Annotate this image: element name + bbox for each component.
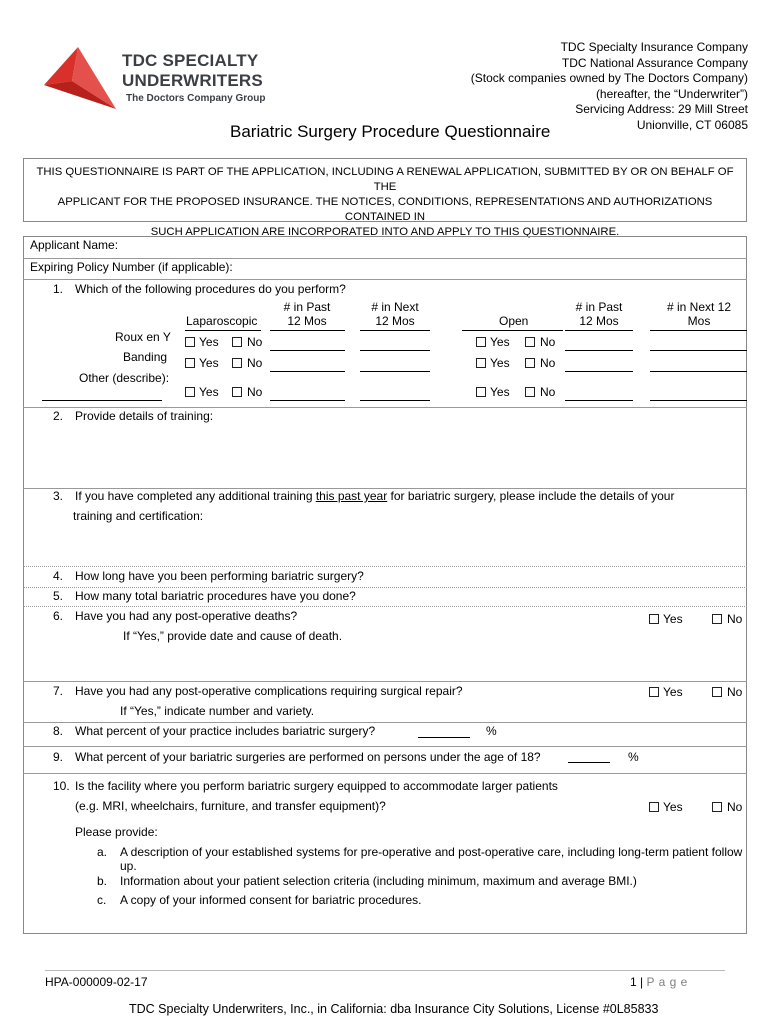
banding-lap-past-field[interactable]	[270, 371, 345, 372]
q1-number: 1.	[53, 282, 64, 296]
yes-label: Yes	[490, 385, 510, 399]
item-b-text: Information about your patient selection criteria (including minimum, maximum and average BMI.)	[120, 874, 637, 888]
no-label: No	[540, 335, 556, 349]
footer-divider	[45, 970, 725, 971]
no-label: No	[727, 800, 743, 814]
footer-license-text: TDC Specialty Underwriters, Inc., in California: dba Insurance City Solutions, License #0L85833	[129, 1002, 659, 1016]
company-line: (hereafter, the “Underwriter”)	[595, 86, 748, 101]
no-label: No	[727, 612, 743, 626]
q9-text: What percent of your bariatric surgeries are performed on persons under the age of 18?	[75, 750, 541, 764]
open-header-underline	[650, 330, 747, 331]
q7-no-checkbox[interactable]	[712, 687, 722, 697]
company-line: TDC Specialty Insurance Company	[560, 40, 748, 54]
notice-line: SUCH APPLICATION ARE INCORPORATED INTO AND APPLY TO THIS QUESTIONNAIRE.	[150, 226, 620, 238]
q5-number: 5.	[53, 589, 64, 603]
row-divider	[23, 587, 747, 588]
banding-lap-yes-checkbox[interactable]	[185, 358, 195, 368]
q2-number: 2.	[53, 409, 64, 423]
q5-text: How many total bariatric procedures have you done?	[75, 589, 356, 603]
lap-next-header-1: # in Next	[371, 300, 419, 314]
q6-text: Have you had any post-operative deaths?	[75, 609, 298, 623]
q3-text: If you have completed any additional training this past year for bariatric surgery, please include the details of your	[75, 489, 675, 503]
row-divider	[23, 722, 747, 723]
banding-open-yes-checkbox[interactable]	[476, 358, 486, 368]
other-open-yes-checkbox[interactable]	[476, 387, 486, 397]
q6-yes-checkbox[interactable]	[649, 614, 659, 624]
banding-open-no-checkbox[interactable]	[525, 358, 535, 368]
other-open-next-field[interactable]	[650, 400, 747, 401]
roux-open-past-field[interactable]	[565, 350, 633, 351]
roux-lap-no-checkbox[interactable]	[232, 337, 242, 347]
company-line: Servicing Address: 29 Mill Street	[575, 102, 748, 116]
q6-subtext: If “Yes,” provide date and cause of death.	[123, 629, 343, 643]
lap-header-underline	[270, 330, 345, 331]
no-label: No	[247, 356, 263, 370]
q8-percent-sign: %	[486, 724, 497, 738]
no-label: No	[540, 385, 556, 399]
roux-lap-past-field[interactable]	[270, 350, 345, 351]
no-label: No	[540, 356, 556, 370]
q10-text: Is the facility where you perform bariatric surgery equipped to accommodate larger patients	[75, 779, 558, 793]
q4-number: 4.	[53, 569, 64, 583]
open-next-header-2: Mos	[687, 314, 711, 328]
q4-text: How long have you been performing bariatric surgery?	[75, 569, 364, 583]
no-label: No	[247, 385, 263, 399]
open-past-header-2: 12 Mos	[579, 314, 619, 328]
q6-number: 6.	[53, 609, 64, 623]
other-open-no-checkbox[interactable]	[525, 387, 535, 397]
notice-box	[23, 158, 747, 238]
roux-open-yes-checkbox[interactable]	[476, 337, 486, 347]
yes-label: Yes	[490, 335, 510, 349]
logo-mark-icon	[44, 45, 120, 113]
other-describe-label: Other (describe):	[79, 371, 170, 385]
logo-tagline: The Doctors Company Group	[126, 93, 266, 104]
q7-number: 7.	[53, 684, 64, 698]
yes-label: Yes	[199, 335, 219, 349]
company-line: (Stock companies owned by The Doctors Company)	[470, 71, 748, 85]
item-letter: c.	[97, 893, 107, 907]
roux-lap-next-field[interactable]	[360, 350, 430, 351]
q2-text: Provide details of training:	[75, 409, 214, 423]
q1-text: Which of the following procedures do you perform?	[75, 282, 346, 296]
no-label: No	[727, 685, 743, 699]
item-a-text: A description of your established systems for pre-operative and post-operative care, including long-term patient follow	[120, 845, 743, 859]
item-a-text-line2: up.	[120, 859, 137, 873]
form-code: HPA-000009-02-17	[45, 975, 148, 989]
q3-number: 3.	[53, 489, 64, 503]
applicant-name-label: Applicant Name:	[30, 238, 119, 252]
q7-yes-checkbox[interactable]	[649, 687, 659, 697]
open-header-underline	[462, 330, 563, 331]
other-open-past-field[interactable]	[565, 400, 633, 401]
q10-text-line2: (e.g. MRI, wheelchairs, furniture, and transfer equipment)?	[75, 799, 386, 813]
roux-en-y-label: Roux en Y	[115, 330, 171, 344]
company-line: Unionville, CT 06085	[636, 117, 748, 132]
q8-number: 8.	[53, 724, 64, 738]
yes-label: Yes	[199, 356, 219, 370]
row-divider	[23, 773, 747, 774]
item-letter: a.	[97, 845, 108, 859]
q8-text: What percent of your practice includes bariatric surgery?	[75, 724, 376, 738]
row-divider	[23, 258, 747, 259]
company-address-block	[471, 40, 748, 133]
page-indicator: 1 | P a g e	[630, 975, 688, 989]
row-divider	[23, 279, 747, 280]
company-logo	[44, 45, 264, 115]
roux-open-no-checkbox[interactable]	[525, 337, 535, 347]
row-divider	[23, 566, 747, 567]
q6-no-checkbox[interactable]	[712, 614, 722, 624]
row-divider	[23, 606, 747, 607]
no-label: No	[247, 335, 263, 349]
open-header: Open	[499, 314, 529, 328]
open-next-header-1: # in Next 12	[666, 300, 732, 314]
q3-text-line2: training and certification:	[73, 509, 204, 523]
open-header-underline	[565, 330, 633, 331]
page-title: Bariatric Surgery Procedure Questionnaire	[230, 122, 551, 141]
q10-no-checkbox[interactable]	[712, 802, 722, 812]
open-past-header-1: # in Past	[575, 300, 623, 314]
q7-text: Have you had any post-operative complications requiring surgical repair?	[75, 684, 463, 698]
banding-open-next-field[interactable]	[650, 371, 747, 372]
q9-number: 9.	[53, 750, 64, 764]
lap-past-header-1: # in Past	[283, 300, 331, 314]
yes-label: Yes	[663, 685, 683, 699]
lap-header-underline	[360, 330, 430, 331]
notice-line: THIS QUESTIONNAIRE IS PART OF THE APPLICATION, INCLUDING A RENEWAL APPLICATION, SUBMITTED BY OR ON BEHALF OF THE	[36, 166, 734, 193]
q9-percent-sign: %	[628, 750, 639, 764]
banding-lap-no-checkbox[interactable]	[232, 358, 242, 368]
item-letter: b.	[97, 874, 108, 888]
yes-label: Yes	[663, 800, 683, 814]
roux-lap-yes-checkbox[interactable]	[185, 337, 195, 347]
lap-past-header-2: 12 Mos	[287, 314, 327, 328]
yes-label: Yes	[490, 356, 510, 370]
yes-label: Yes	[663, 612, 683, 626]
other-lap-no-checkbox[interactable]	[232, 387, 242, 397]
expiring-policy-label: Expiring Policy Number (if applicable):	[30, 260, 233, 274]
item-c-text: A copy of your informed consent for bariatric procedures.	[120, 893, 422, 907]
yes-label: Yes	[199, 385, 219, 399]
laparoscopic-header: Laparoscopic	[186, 314, 258, 328]
logo-text-line2: UNDERWRITERS	[122, 71, 263, 90]
roux-open-next-field[interactable]	[650, 350, 747, 351]
lap-header-underline	[185, 330, 261, 331]
other-lap-yes-checkbox[interactable]	[185, 387, 195, 397]
q7-subtext: If “Yes,” indicate number and variety.	[120, 704, 315, 718]
lap-next-header-2: 12 Mos	[375, 314, 415, 328]
banding-lap-next-field[interactable]	[360, 371, 430, 372]
q10-number: 10.	[53, 779, 70, 793]
row-divider	[23, 407, 747, 408]
row-divider	[23, 746, 747, 747]
logo-text-line1: TDC SPECIALTY	[122, 51, 259, 70]
company-line: TDC National Assurance Company	[561, 55, 748, 70]
other-describe-field[interactable]	[42, 400, 162, 401]
q8-percent-field[interactable]	[418, 737, 470, 738]
banding-label: Banding	[123, 350, 168, 364]
q10-yes-checkbox[interactable]	[649, 802, 659, 812]
q9-percent-field[interactable]	[568, 762, 610, 763]
please-provide-label: Please provide:	[75, 825, 158, 839]
row-divider	[23, 681, 747, 682]
other-lap-next-field[interactable]	[360, 400, 430, 401]
other-lap-past-field[interactable]	[270, 400, 345, 401]
notice-line: APPLICANT FOR THE PROPOSED INSURANCE. THE NOTICES, CONDITIONS, REPRESENTATIONS AND AUTHORIZATIONS CONTAINED IN	[57, 196, 713, 223]
banding-open-past-field[interactable]	[565, 371, 633, 372]
